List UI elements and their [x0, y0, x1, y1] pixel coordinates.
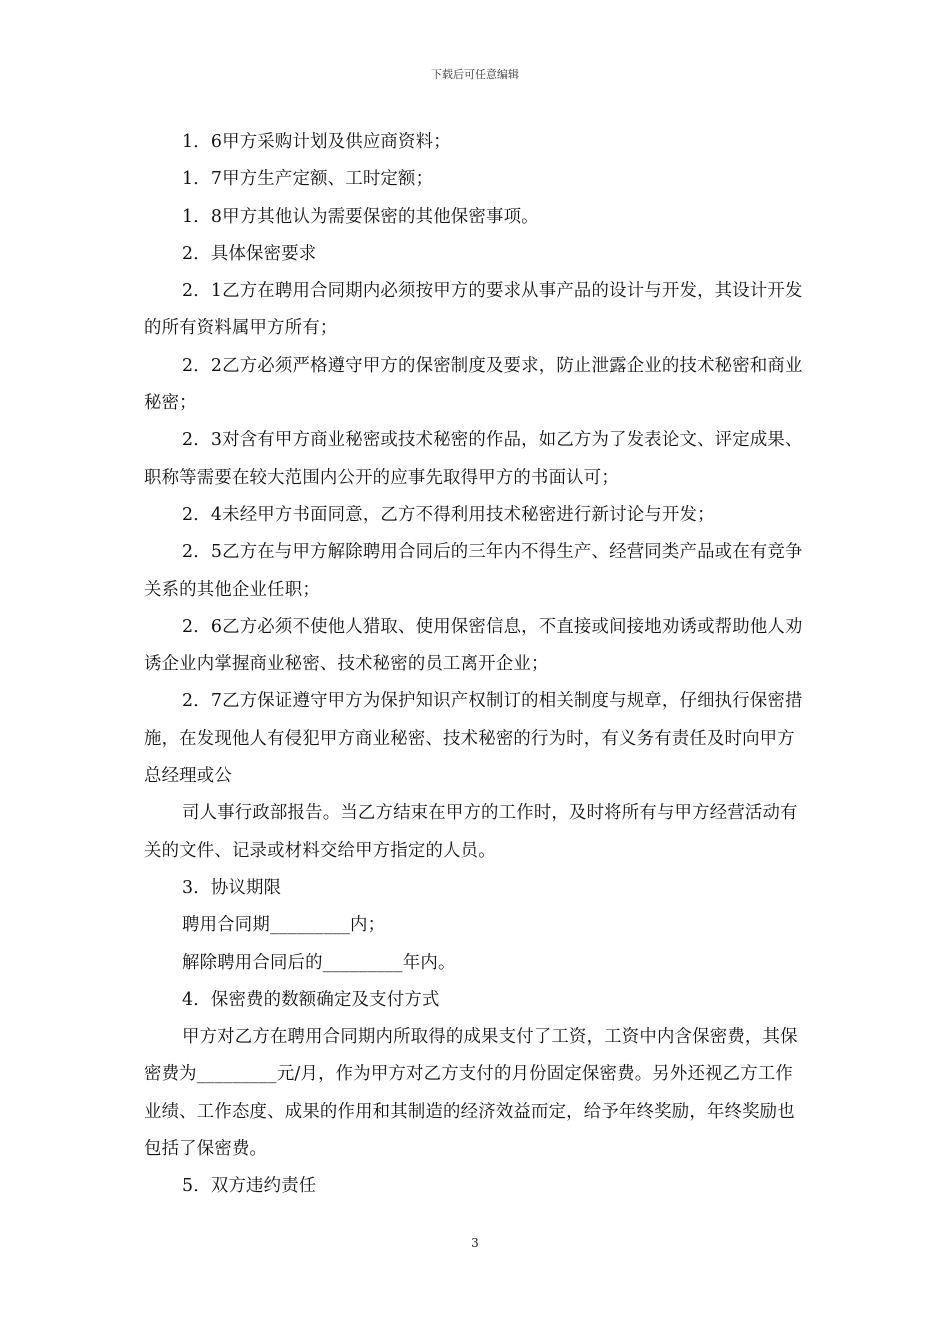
section-heading-4: 4．保密费的数额确定及支付方式: [182, 989, 440, 1010]
clause-2-5: 2．5乙方在与甲方解除聘用合同后的三年内不得生产、经营同类产品或在有竞争关系的其他企业任职；: [144, 542, 803, 600]
section-heading-2: 2．具体保密要求: [182, 243, 317, 264]
clause-2-1: 2．1乙方在聘用合同期内必须按甲方的要求从事产品的设计与开发，其设计开发的所有资料属甲方所有；: [144, 281, 803, 339]
term-after-termination: 解除聘用合同后的_________年内。: [182, 952, 456, 973]
confidentiality-fee-paragraph: 甲方对乙方在聘用合同期内所取得的成果支付了工资，工资中内含保密费，其保密费为_________元/月，作为甲方对乙方支付的月份固定保密费。另外还视乙方工作业绩、工作态度、成果的作用和其制造的经济效益而定，给予年终奖励，年终奖励也包括了保密费。: [144, 1027, 798, 1160]
document-body: [144, 124, 808, 1206]
term-employment-period: 聘用合同期_________内；: [182, 915, 386, 936]
section-heading-5: 5．双方违约责任: [182, 1176, 317, 1197]
clause-2-3: 2．3对含有甲方商业秘密或技术秘密的作品，如乙方为了发表论文、评定成果、职称等需要在较大范围内公开的应事先取得甲方的书面认可；: [144, 430, 803, 488]
clause-1-8: 1．8甲方其他认为需要保密的其他保密事项。: [182, 206, 539, 227]
clause-1-7: 1．7甲方生产定额、工时定额；: [182, 169, 434, 190]
clause-2-2: 2．2乙方必须严格遵守甲方的保密制度及要求，防止泄露企业的技术秘密和商业秘密；: [144, 355, 803, 414]
clause-1-6: 1．6甲方采购计划及供应商资料；: [182, 132, 451, 152]
clause-2-6: 2．6乙方必须不使他人猎取、使用保密信息，不直接或间接地劝诱或帮助他人劝诱企业内掌握商业秘密、技术秘密的员工离开企业；: [144, 616, 803, 675]
clause-2-7-continued: 司人事行政部报告。当乙方结束在甲方的工作时，及时将所有与甲方经营活动有关的文件、记录或材料交给甲方指定的人员。: [144, 803, 798, 861]
page-number: 3: [471, 1236, 479, 1250]
clause-2-7: 2．7乙方保证遵守甲方为保护知识产权制订的相关制度与规章，仔细执行保密措施，在发现他人有侵犯甲方商业秘密、技术秘密的行为时，有义务有责任及时向甲方总经理或公: [144, 691, 803, 787]
clause-2-4: 2．4未经甲方书面同意，乙方不得利用技术秘密进行新讨论与开发；: [182, 504, 715, 525]
section-heading-3: 3．协议期限: [182, 877, 282, 898]
page-header: 下载后可任意编辑: [431, 68, 519, 81]
